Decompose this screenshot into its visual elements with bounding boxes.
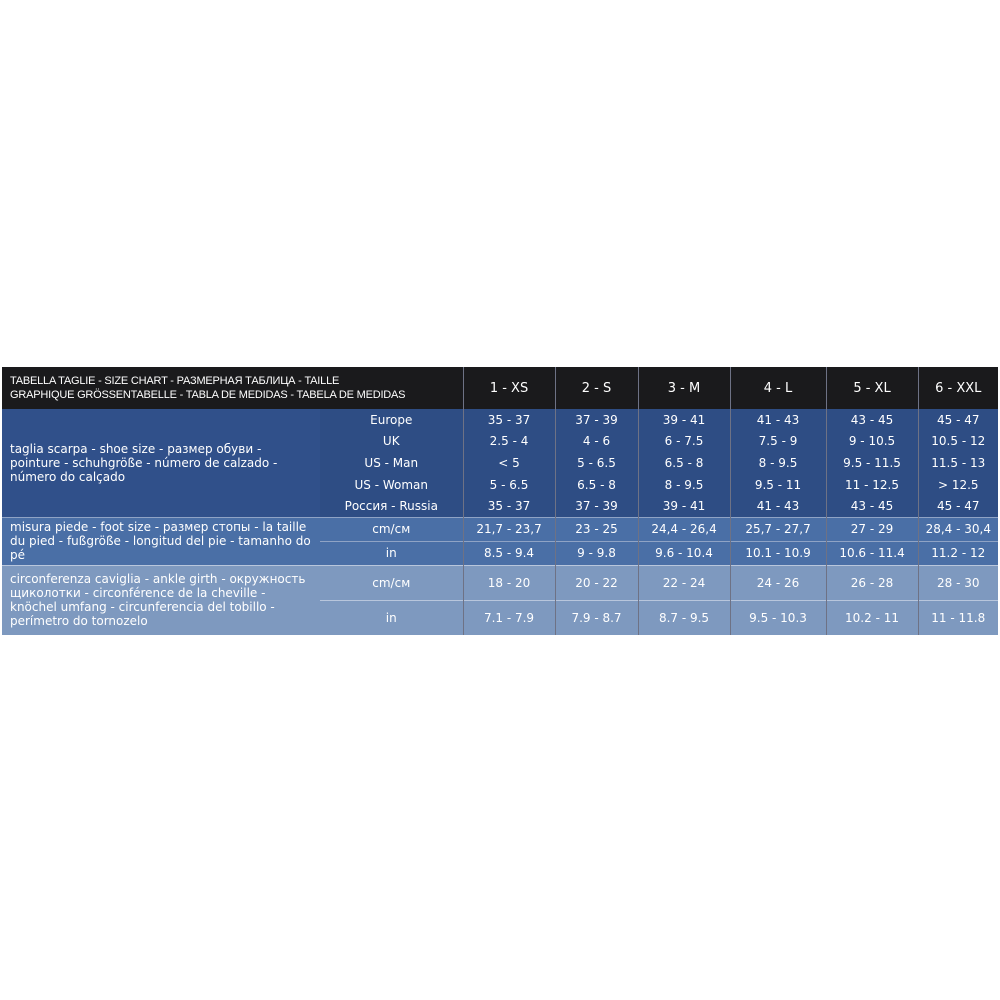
table-cell: 39 - 41 [638,495,730,517]
row-sub-label: UK [320,431,463,453]
table-cell: 9 - 10.5 [826,431,918,453]
table-row [2,517,998,541]
table-cell: 45 - 47 [918,409,998,431]
size-header: 3 - M [638,367,730,409]
table-cell: 41 - 43 [730,495,826,517]
table-row [2,565,998,600]
table-cell: 8 - 9.5 [730,452,826,474]
table-cell: 26 - 28 [826,565,918,600]
size-chart-table [2,367,998,635]
table-cell: 37 - 39 [555,495,638,517]
row-sub-label: US - Man [320,452,463,474]
table-cell: 6.5 - 8 [638,452,730,474]
table-cell: 11.2 - 12 [918,541,998,565]
table-cell: 9.5 - 11.5 [826,452,918,474]
ankle-girth-label: circonferenza caviglia - ankle girth - окружность щиколотки - circonférence de la cheville - knöchel umfang - circunferencia del tobillo - perímetro do tornozelo [2,565,320,635]
chart-title [2,367,463,409]
table-cell: 4 - 6 [555,431,638,453]
row-sub-label: cm/см [320,565,463,600]
table-cell: < 5 [463,452,555,474]
table-row [2,409,998,431]
table-cell: 28 - 30 [918,565,998,600]
table-cell: 28,4 - 30,4 [918,517,998,541]
table-cell: 10.6 - 11.4 [826,541,918,565]
row-sub-label: Europe [320,409,463,431]
size-header: 4 - L [730,367,826,409]
table-cell: 7.9 - 8.7 [555,600,638,635]
table-cell: 23 - 25 [555,517,638,541]
foot-size-label: misura piede - foot size - размер стопы - la taille du pied - fußgröße - longitud del pie - tamanho do pé [2,517,320,565]
chart-title-line-2: GRAPHIQUE GRÖSSENTABELLE - TABLA DE MEDIDAS - TABELA DE MEDIDAS [10,389,406,401]
table-cell: 7.5 - 9 [730,431,826,453]
shoe-size-label: taglia scarpa - shoe size - размер обуви - pointure - schuhgröße - número de calzado - número do calçado [2,409,320,517]
table-cell: 7.1 - 7.9 [463,600,555,635]
row-sub-label: US - Woman [320,474,463,496]
table-cell: 5 - 6.5 [555,452,638,474]
table-cell: 21,7 - 23,7 [463,517,555,541]
table-cell: 43 - 45 [826,409,918,431]
table-cell: 41 - 43 [730,409,826,431]
table-cell: 11 - 11.8 [918,600,998,635]
row-sub-label: cm/см [320,517,463,541]
size-header: 5 - XL [826,367,918,409]
table-cell: 6 - 7.5 [638,431,730,453]
table-cell: 37 - 39 [555,409,638,431]
table-cell: 35 - 37 [463,409,555,431]
table-cell: 10.5 - 12 [918,431,998,453]
table-cell: 39 - 41 [638,409,730,431]
table-cell: 22 - 24 [638,565,730,600]
table-cell: 11 - 12.5 [826,474,918,496]
table-cell: 35 - 37 [463,495,555,517]
table-cell: 27 - 29 [826,517,918,541]
table-cell: 10.1 - 10.9 [730,541,826,565]
table-cell: 20 - 22 [555,565,638,600]
size-header: 1 - XS [463,367,555,409]
table-cell: 8.5 - 9.4 [463,541,555,565]
table-cell: > 12.5 [918,474,998,496]
size-chart [2,367,998,633]
row-sub-label: in [320,600,463,635]
table-cell: 8 - 9.5 [638,474,730,496]
header-row [2,367,998,409]
table-cell: 43 - 45 [826,495,918,517]
table-cell: 9.5 - 10.3 [730,600,826,635]
table-cell: 25,7 - 27,7 [730,517,826,541]
table-cell: 18 - 20 [463,565,555,600]
chart-title-line-1: TABELLA TAGLIE - SIZE CHART - РАЗМЕРНАЯ ТАБЛИЦА - TAILLE [10,375,340,387]
table-cell: 9 - 9.8 [555,541,638,565]
table-cell: 10.2 - 11 [826,600,918,635]
row-sub-label: Россия - Russia [320,495,463,517]
table-cell: 24,4 - 26,4 [638,517,730,541]
table-cell: 6.5 - 8 [555,474,638,496]
row-sub-label: in [320,541,463,565]
table-cell: 8.7 - 9.5 [638,600,730,635]
table-cell: 9.5 - 11 [730,474,826,496]
table-cell: 5 - 6.5 [463,474,555,496]
size-header: 6 - XXL [918,367,998,409]
table-cell: 2.5 - 4 [463,431,555,453]
size-header: 2 - S [555,367,638,409]
table-cell: 11.5 - 13 [918,452,998,474]
table-cell: 24 - 26 [730,565,826,600]
table-cell: 45 - 47 [918,495,998,517]
table-cell: 9.6 - 10.4 [638,541,730,565]
